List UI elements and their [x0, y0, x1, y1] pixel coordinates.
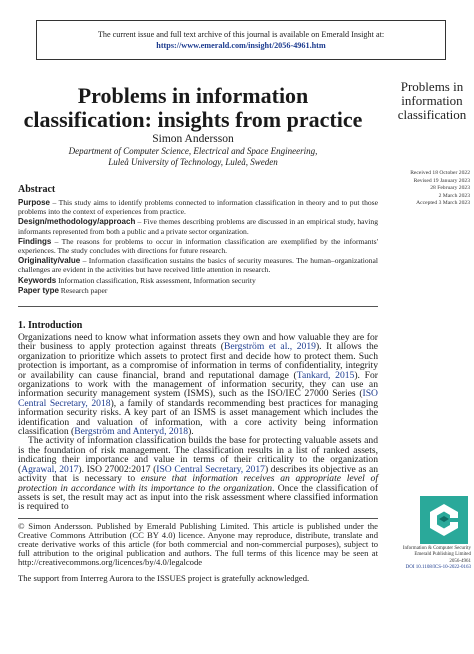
- journal-logo-icon: [420, 496, 468, 544]
- article-title: [0, 84, 386, 132]
- banner-text: The current issue and full text archive of this journal is available on Emerald Insight at:: [97, 30, 385, 39]
- originality-text: – Information classification sustains the basics of security measures. The human–organizational challenges are evident in the activities but have received little attention in research.: [18, 256, 378, 275]
- purpose-label: Purpose: [18, 198, 51, 207]
- keywords-text: Information classification, Risk assessment, Information security: [56, 275, 256, 285]
- journal-issn: 2056-4961: [449, 558, 471, 564]
- title-line-1: Problems in information: [77, 83, 309, 108]
- abstract-design: [18, 217, 378, 235]
- intro-paragraph-1: [18, 333, 378, 436]
- paper-type: [18, 286, 378, 295]
- abstract-divider: [18, 306, 378, 307]
- journal-logo: [420, 496, 468, 544]
- journal-doi-link[interactable]: DOI 10.1108/ICS-10-2022-0163: [405, 564, 471, 570]
- abstract-originality: [18, 256, 378, 274]
- citation-link[interactable]: Tankard, 2015: [296, 369, 355, 381]
- journal-publisher: Emerald Publishing Limited: [414, 552, 471, 558]
- article-dates: [380, 170, 470, 208]
- footnote-divider: [18, 518, 378, 519]
- keywords-label: Keywords: [18, 275, 57, 285]
- paper-type-label: Paper type: [18, 285, 59, 295]
- intro-p1-text-e: ).: [188, 426, 194, 438]
- intro-p1-text-c: ). For organizations to work with the management of information security, they can use an information security management system (ISMS), such as the ISO/IEC 27000 Series (: [18, 369, 378, 400]
- design-label: Design/methodology/approach: [18, 217, 136, 227]
- journal-url-link[interactable]: https://www.emerald.com/insight/2056-4961.htm: [156, 41, 326, 50]
- design-text: – Five themes describing problems are discussed in an empirical study, having informants represented from both a public and a private sector organization.: [18, 217, 378, 236]
- affiliation-line-1: Department of Computer Science, Electrical and Space Engineering,: [68, 146, 318, 156]
- abstract-purpose: [18, 198, 378, 216]
- abstract-body: [18, 198, 378, 296]
- received-date: Received 18 October 2022: [410, 170, 470, 176]
- copyright-footnote: © Simon Andersson. Published by Emerald Publishing Limited. This article is published under the Creative Commons Attribution (CC BY 4.0) licence. Anyone may reproduce, distribute, translate and create derivative works of this article (for both commercial and non-commercial purposes), subject to full attribution to the original publication and authors. The full terms of this licence may be seen at http://creativecommons.org/licences/by/4.0/legalcode: [18, 521, 378, 568]
- funding-acknowledgement: The support from Interreg Aurora to the ISSUES project is gratefully acknowledged.: [18, 573, 310, 583]
- abstract-heading: Abstract: [18, 184, 56, 195]
- running-title-line-2: information: [401, 93, 463, 108]
- paper-type-text: Research paper: [58, 285, 108, 295]
- intro-p2-text-c: ) describes its objective as an activity that is necessary to: [18, 463, 379, 485]
- intro-p2-text-a: The activity of information classification builds the base for protecting valuable assets and is the foundation of risk management. The classification results in a list of ranked assets, indicating their importance and value in terms of their criticality to the organization (: [18, 435, 378, 475]
- revised-date-3: 2 March 2023: [438, 192, 470, 199]
- title-line-2: classification: insights from practice: [23, 107, 363, 132]
- intro-p2-text-d: . Once the classification of assets is set, the result may act as input into the risk assessment where classified information is required to: [18, 482, 379, 513]
- purpose-text: – This study aims to identify problems connected to information classification in theory and to put those problems into the context of experiences from practice.: [18, 198, 378, 217]
- intro-p1-text-a: Organizations need to know what information assets they own and how valuable they are for their business to apply protection against threats (: [18, 332, 378, 353]
- findings-label: Findings: [18, 236, 52, 246]
- journal-name: Information & Computer Security: [402, 546, 471, 551]
- findings-text: – The reasons for problems to occur in information classification are exemplified by the informants' experiences. The study concludes with directions for future research.: [18, 236, 378, 256]
- revised-date-2: 28 February 2023: [430, 185, 470, 192]
- introduction-body: [18, 333, 378, 512]
- intro-paragraph-2: [18, 436, 378, 511]
- originality-label: Originality/value: [18, 256, 81, 266]
- citation-link[interactable]: ISO Central Secretary, 2017: [156, 463, 265, 475]
- citation-link[interactable]: Bergström et al., 2019: [223, 341, 316, 353]
- running-title-line-1: Problems in: [400, 79, 464, 94]
- intro-p1-text-b: ). It allows the organization to prioritize which assets to protect first and decide how to protect them. Such protection is important, as a compromise of information in terms of confidentiality, integrity or availability can cause financial, brand and reputational damage (: [18, 341, 378, 381]
- running-title: [392, 80, 472, 122]
- author-affiliation: [0, 146, 386, 168]
- intro-p2-text-b: ). ISO 27002:2017 (: [78, 463, 157, 475]
- journal-info: [383, 546, 471, 571]
- running-title-line-3: classification: [397, 107, 467, 122]
- citation-link[interactable]: Agrawal, 2017: [21, 463, 79, 475]
- abstract-findings: [18, 237, 378, 255]
- accepted-date: Accepted 3 March 2023: [416, 200, 470, 207]
- citation-link[interactable]: Bergström and Anteryd, 2018: [74, 426, 189, 438]
- keywords: [18, 276, 378, 285]
- section-heading-introduction: 1. Introduction: [18, 320, 83, 331]
- affiliation-line-2: Luleå University of Technology, Luleå, Sweden: [108, 157, 278, 167]
- journal-availability-banner: [36, 20, 446, 60]
- citation-link[interactable]: ISO Central Secretary, 2018: [18, 388, 378, 409]
- intro-p2-italic: ensure that information receives an appropriate level of protection in accordance with its importance to the organization: [18, 473, 378, 494]
- author-name: Simon Andersson: [152, 133, 234, 145]
- revised-date-1: Revised 19 January 2023: [413, 177, 470, 184]
- intro-p1-text-d: ), a family of standards recommending best practices for managing information security risks. A key part of an ISMS is asset management which includes the identification and valuation of information, with a core activity being information classification (: [18, 397, 378, 438]
